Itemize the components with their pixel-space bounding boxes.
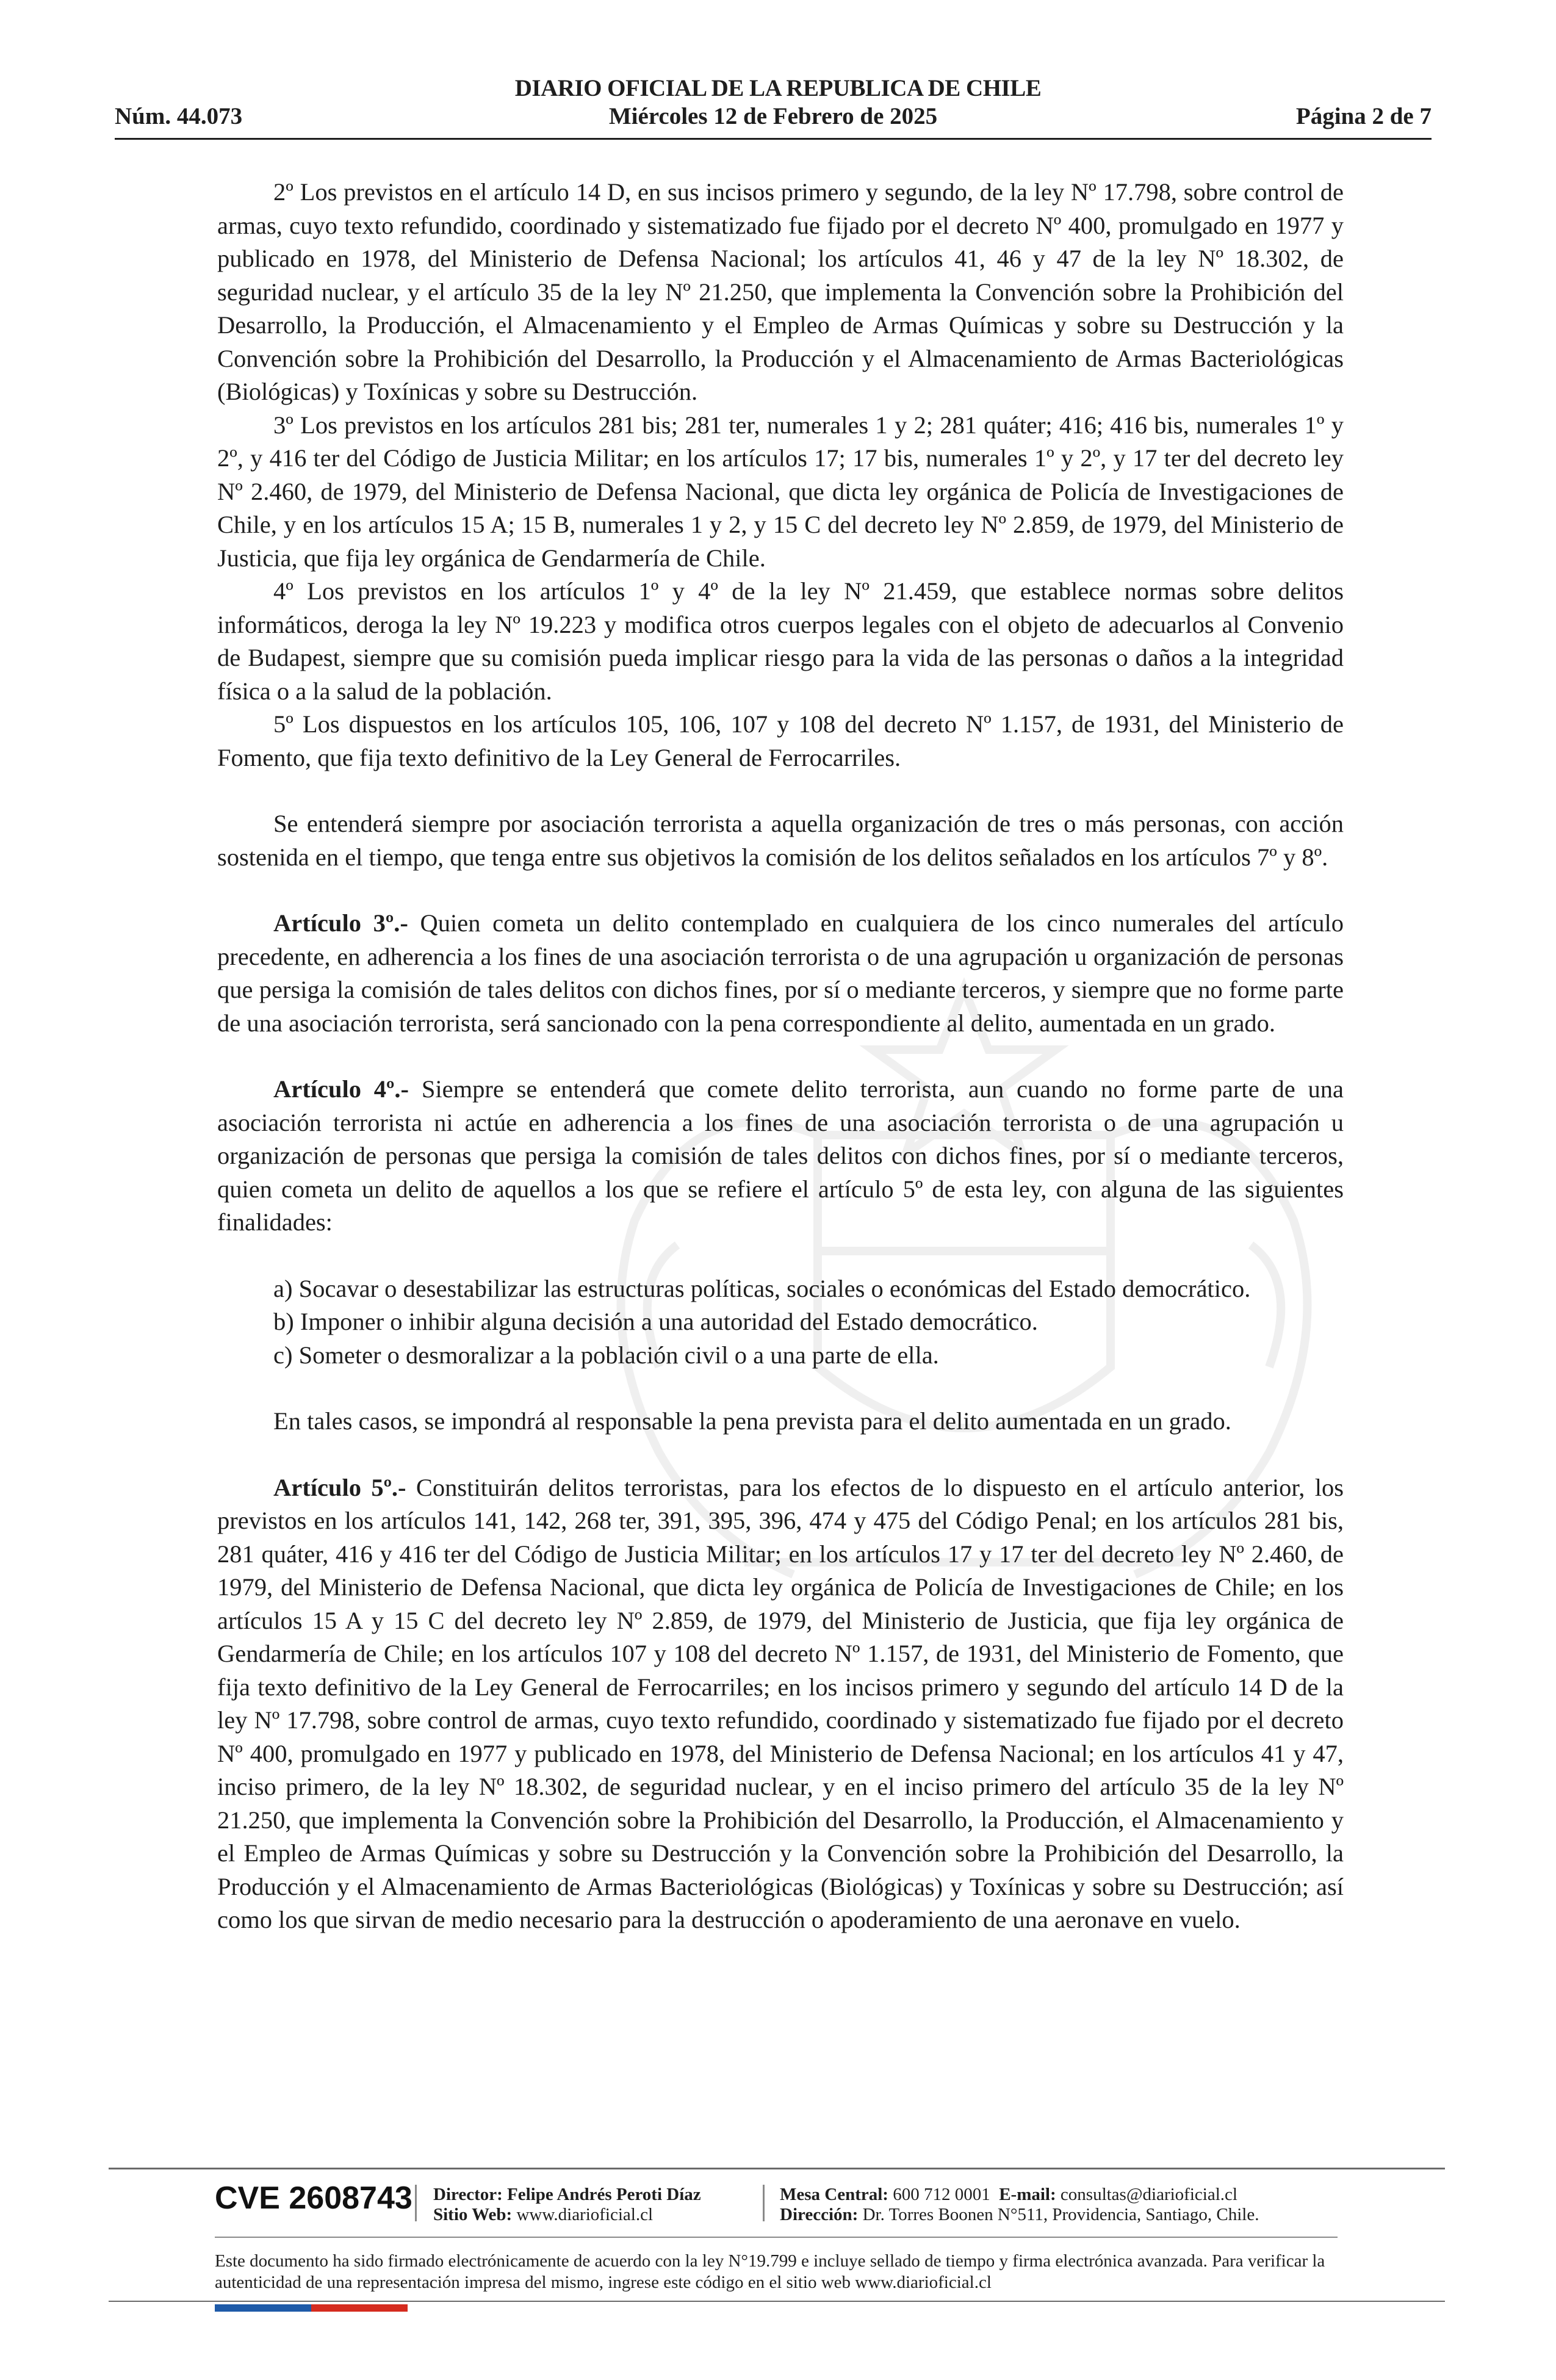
article-4-text: Siempre se entenderá que comete delito terrorista, aun cuando no forme parte de una asociación terrorista ni actúe en adherencia a los fines de una asociación terrorista o de una agrupación u organización de personas que persiga la comisión de tales delitos con dichos fines, por sí o mediante terceros, quien cometa un delito de aquellos a los que se refiere el artículo 5º de esta ley, con alguna de las siguientes finalidades: (217, 1075, 1344, 1236)
paragraph-numeral-3: 3º Los previstos en los artículos 281 bis; 281 ter, numerales 1 y 2; 281 quáter; 416; 416 bis, numerales 1º y 2º, y 416 ter del Código de Justicia Militar; en los artículos 17; 17 bis, numerales 1º y 2º, y 17 ter del decreto ley Nº 2.460, de 1979, del Ministerio de Defensa Nacional, que dicta ley orgánica de Policía de Investigaciones de Chile, y en los artículos 15 A; 15 B, numerales 1 y 2, y 15 C del decreto ley Nº 2.859, de 1979, del Ministerio de Justicia, que fija ley orgánica de Gendarmería de Chile. (217, 411, 1344, 572)
website-link[interactable]: www.diarioficial.cl (516, 2205, 654, 2224)
article-4 (217, 1073, 1344, 1239)
list-item-a: a) Socavar o desestabilizar las estructuras políticas, sociales o económicas del Estado democrático. (273, 1274, 1251, 1302)
footer-director-block (433, 2185, 701, 2225)
header-row (115, 103, 1432, 137)
cve-code: CVE 2608743 (215, 2180, 412, 2216)
signature-notice: Este documento ha sido firmado electrónicamente de acuerdo con la ley N°19.799 e incluye sellado de tiempo y firma electrónica avanzada. Para verificar la autenticidad de una representación impresa del mismo, ingrese este código en el sitio web www.diarioficial.cl (215, 2251, 1325, 2292)
flag-stripe-blue (215, 2304, 311, 2312)
article-3 (217, 907, 1344, 1040)
footer-top-divider (109, 2168, 1445, 2169)
list-item-b: b) Imponer o inhibir alguna decisión a una autoridad del Estado democrático. (273, 1308, 1038, 1335)
page-number: Página 2 de 7 (1295, 103, 1432, 129)
address-label: Dirección: (780, 2205, 859, 2224)
paragraph-numeral-4: 4º Los previstos en los artículos 1º y 4º de la ley Nº 21.459, que establece normas sobre delitos informáticos, deroga la ley Nº 19.223 y modifica otros cuerpos legales con el objeto de adecuarlos al Convenio de Budapest, siempre que su comisión pueda implicar riesgo para la vida de las personas o daños a la integridad física o a la salud de la población. (217, 577, 1344, 705)
article-3-text: Quien cometa un delito contemplado en cualquiera de los cinco numerales del artículo precedente, en adherencia a los fines de una asociación terrorista o de una agrupación u organización de personas que persiga la comisión de tales delitos con dichos fines, por sí o mediante terceros, y siempre que no forme parte de una asociación terrorista, será sancionado con la pena correspondiente al delito, aumentada en un grado. (217, 909, 1344, 1037)
article-4-label: Artículo 4º.- (273, 1075, 409, 1103)
list-item-c: c) Someter o desmoralizar a la población civil o a una parte de ella. (273, 1341, 939, 1369)
article-3-label: Artículo 3º.- (273, 909, 408, 937)
footer-middle-divider (215, 2237, 1338, 2238)
paragraph-pena: En tales casos, se impondrá al responsable la pena prevista para el delito aumentada en un grado. (273, 1407, 1231, 1435)
article-5-text: Constituirán delitos terroristas, para los efectos de lo dispuesto en el artículo anterior, los previstos en los artículos 141, 142, 268 ter, 391, 395, 396, 474 y 475 del Código Penal; en los artículos 281 bis, 281 quáter, 416 y 416 ter del Código de Justicia Militar; en los artículos 17 y 17 ter del decreto ley Nº 2.460, de 1979, del Ministerio de Defensa Nacional, que dicta ley orgánica de Policía de Investigaciones de Chile; en los artículos 15 A y 15 C del decreto ley Nº 2.859, de 1979, del Ministerio de Justicia, que fija ley orgánica de Gendarmería de Chile; en los artículos 107 y 108 del decreto Nº 1.157, de 1931, del Ministerio de Fomento, que fija texto definitivo de la Ley General de Ferrocarriles; en los incisos primero y segundo del artículo 14 D de la ley Nº 17.798, sobre control de armas, cuyo texto refundido, coordinado y sistematizado fue fijado por el decreto Nº 400, promulgado en 1977 y publicado en 1978, del Ministerio de Defensa Nacional; en los artículos 41 y 47, inciso primero, de la ley Nº 18.302, de seguridad nuclear, y en el inciso primero del artículo 35 de la ley Nº 21.250, que implementa la Convención sobre la Prohibición del Desarrollo, la Producción, el Almacenamiento y el Empleo de Armas Químicas y sobre su Destrucción y la Convención sobre la Prohibición del Desarrollo, la Producción y el Almacenamiento de Armas Bacteriológicas (Biológicas) y Toxínicas y sobre su Destrucción; así como los que sirvan de medio necesario para la destrucción o apoderamiento de una aeronave en vuelo. (217, 1473, 1344, 1933)
issue-date: Miércoles 12 de Febrero de 2025 (608, 103, 938, 129)
footer-contact-block (780, 2185, 1259, 2225)
director-label: Director: (433, 2185, 503, 2204)
footer-separator (415, 2185, 417, 2221)
publication-title: DIARIO OFICIAL DE LA REPUBLICA DE CHILE (514, 75, 1042, 101)
document-body (217, 176, 1344, 1937)
mesa-central-label: Mesa Central: (780, 2185, 888, 2204)
email-label: E-mail: (999, 2185, 1056, 2204)
director-name: Felipe Andrés Peroti Díaz (507, 2185, 701, 2204)
paragraph-numeral-2: 2º Los previstos en el artículo 14 D, en sus incisos primero y segundo, de la ley Nº 17.798, sobre control de armas, cuyo texto refundido, coordinado y sistematizado fue fijado por el decreto Nº 400, promulgado en 1977 y publicado en 1978, del Ministerio de Defensa Nacional; los artículos 41, 46 y 47 de la ley Nº 18.302, de seguridad nuclear, y el artículo 35 de la ley Nº 21.250, que implementa la Convención sobre la Prohibición del Desarrollo, la Producción, el Almacenamiento y el Empleo de Armas Químicas y sobre su Destrucción y la Convención sobre la Prohibición del Desarrollo, la Producción y el Almacenamiento de Armas Bacteriológicas (Biológicas) y Toxínicas y sobre su Destrucción. (217, 178, 1344, 405)
paragraph-numeral-5: 5º Los dispuestos en los artículos 105, 106, 107 y 108 del decreto Nº 1.157, de 1931, del Ministerio de Fomento, que fija texto definitivo de la Ley General de Ferrocarriles. (217, 710, 1344, 771)
paragraph-asociacion-terrorista: Se entenderá siempre por asociación terrorista a aquella organización de tres o más personas, con acción sostenida en el tiempo, que tenga entre sus objetivos la comisión de los delitos señalados en los artículos 7º y 8º. (217, 810, 1344, 871)
footer-separator (763, 2185, 765, 2221)
website-label: Sitio Web: (433, 2205, 513, 2224)
flag-stripe-red (311, 2304, 408, 2312)
issue-number: Núm. 44.073 (115, 103, 243, 129)
email-link[interactable]: consultas@diarioficial.cl (1060, 2185, 1237, 2204)
mesa-central-phone: 600 712 0001 (893, 2185, 990, 2204)
article-5 (217, 1471, 1344, 1937)
article-5-label: Artículo 5º.- (273, 1473, 406, 1501)
footer-bottom-divider (109, 2301, 1445, 2302)
address-value: Dr. Torres Boonen N°511, Providencia, Santiago, Chile. (862, 2205, 1259, 2224)
header-divider (115, 138, 1432, 140)
